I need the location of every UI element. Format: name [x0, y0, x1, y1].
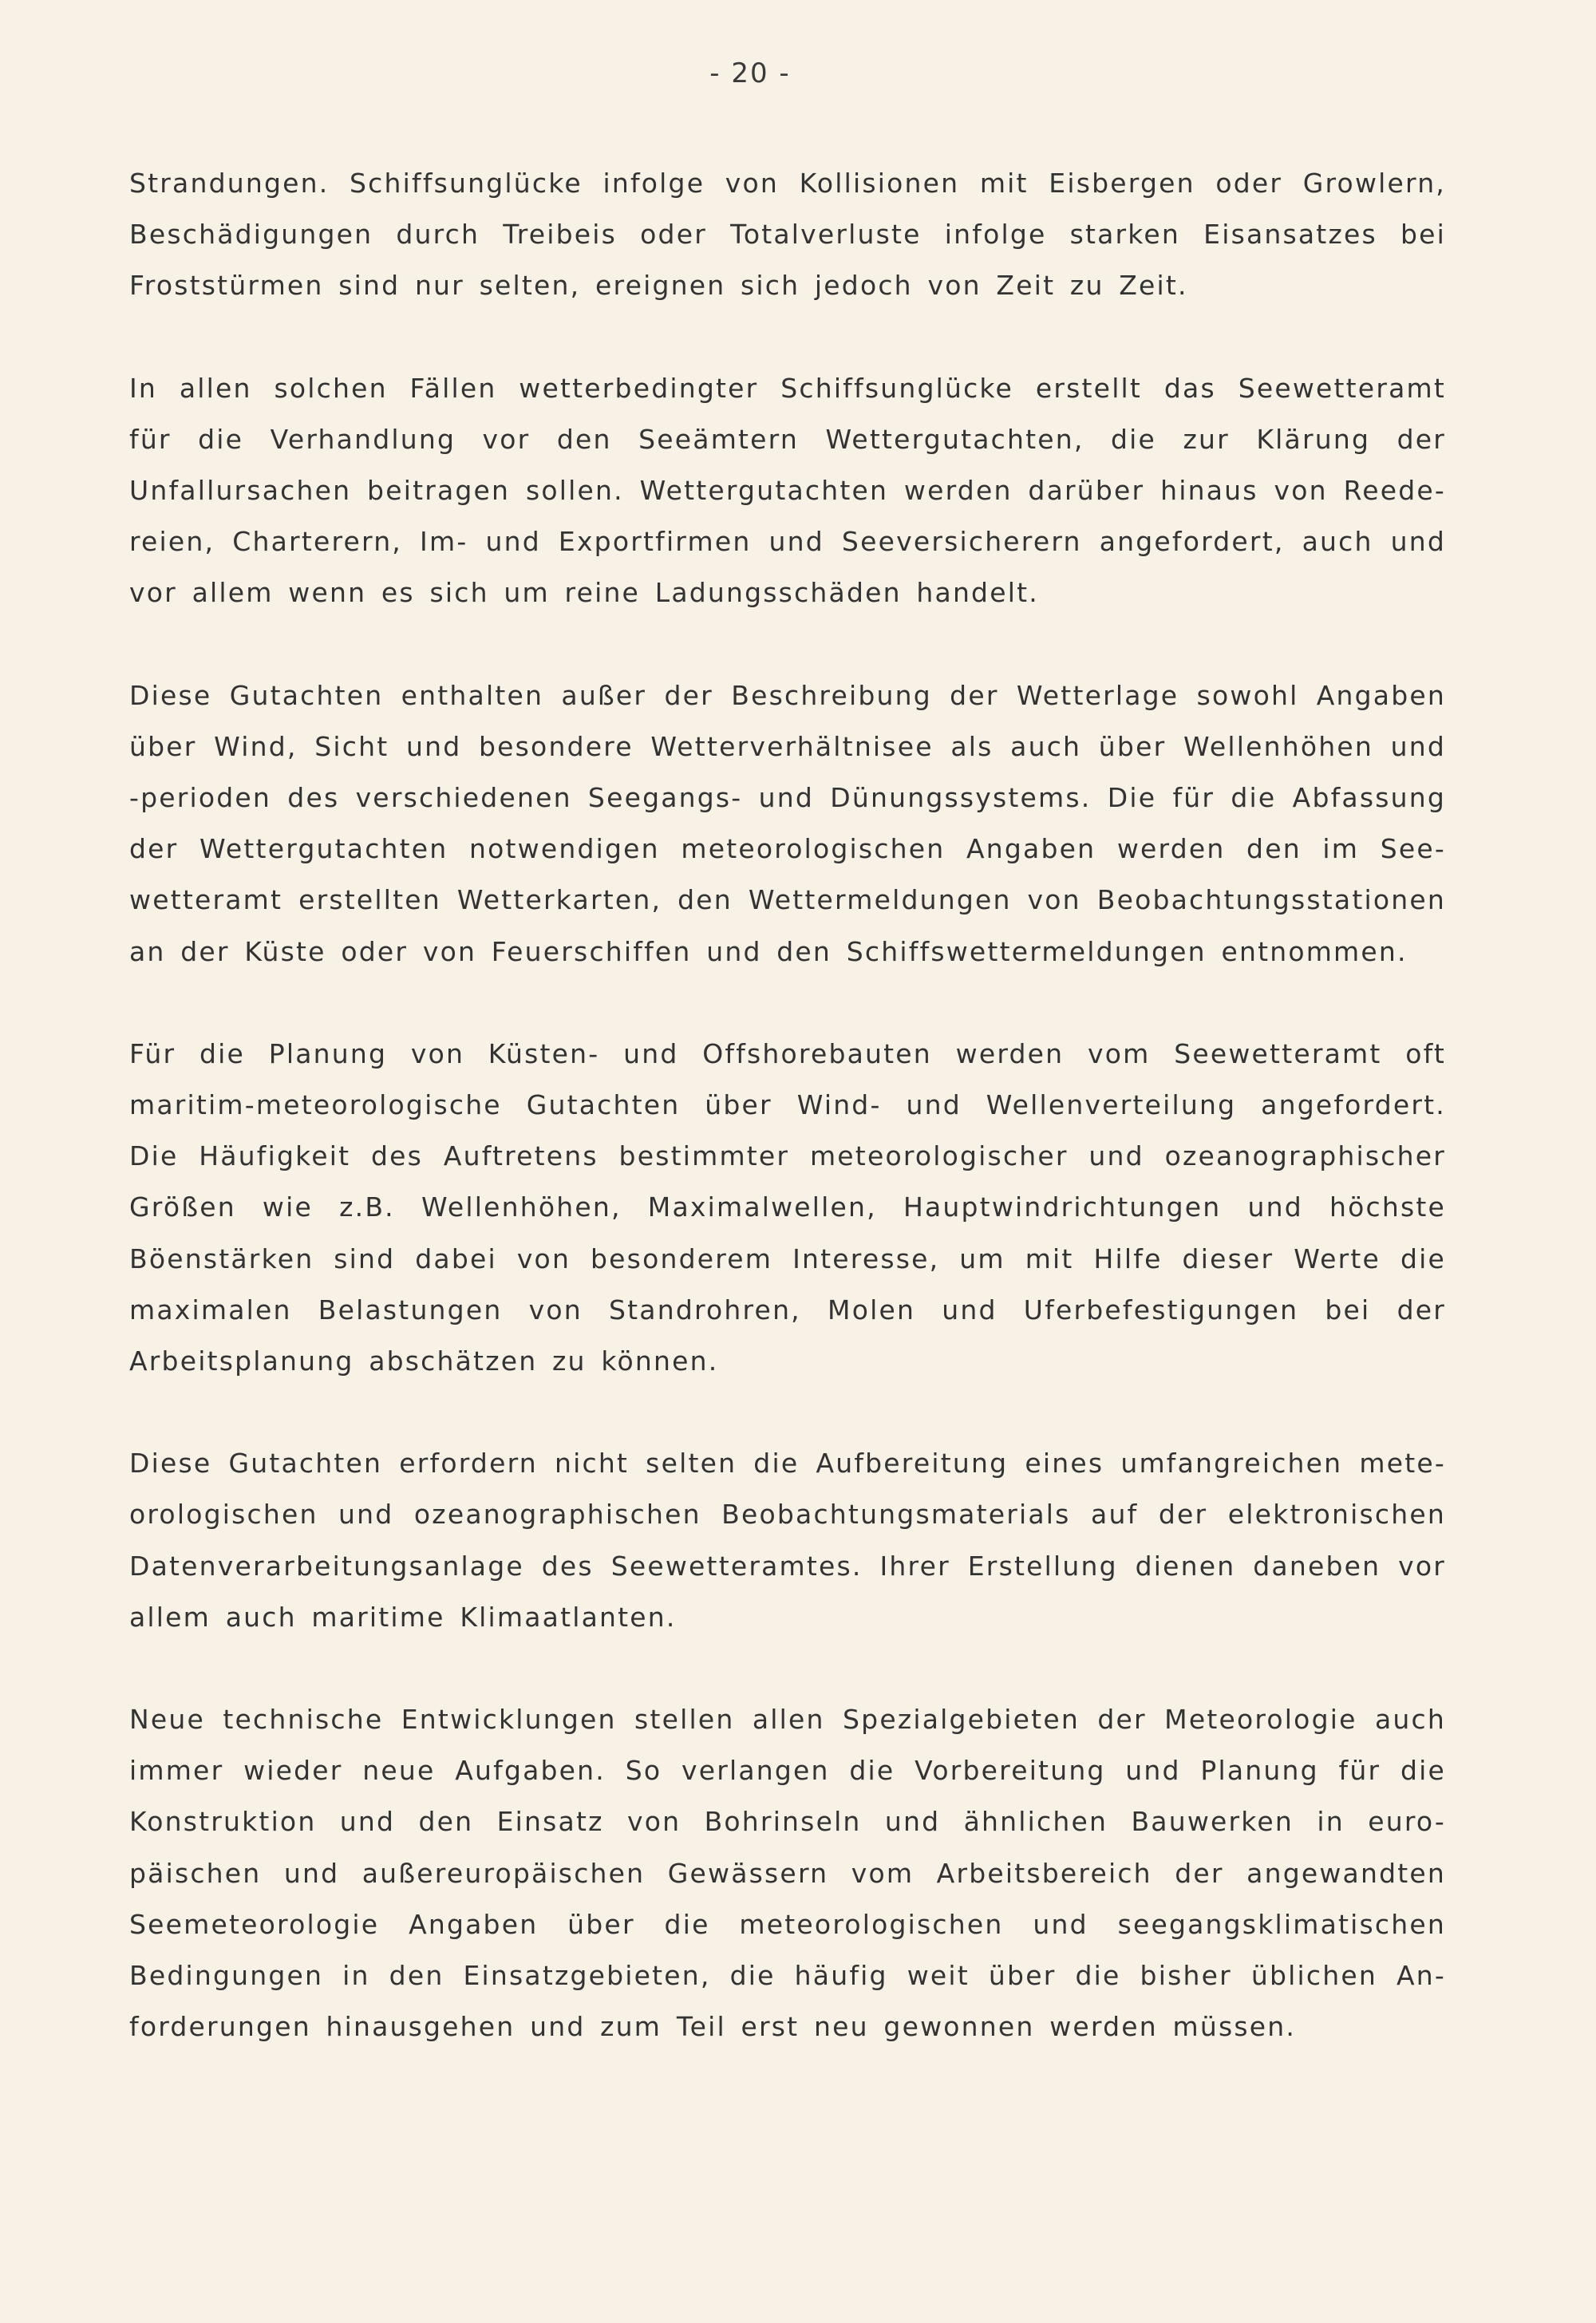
text-line: Strandungen. Schiffsunglücke infolge von Kollisionen mit Eisbergen oder Growlern, — [129, 168, 1446, 199]
text-line: über Wind, Sicht und besondere Wetterverhältnisee als auch über Wellenhöhen und — [129, 730, 1446, 762]
text-line: reien, Charterern, Im- und Exportfirmen und Seeversicherern angefordert, auch und — [129, 526, 1446, 558]
text-line: Diese Gutachten erfordern nicht selten die Aufbereitung eines umfangreichen mete- — [129, 1448, 1446, 1480]
text-line: maximalen Belastungen von Standrohren, Molen und Uferbefestigungen bei der — [129, 1294, 1446, 1325]
text-line: Für die Planung von Küsten- und Offshorebauten werden vom Seewetteramt oft — [129, 1037, 1446, 1069]
text-line: Unfallursachen beitragen sollen. Wettergutachten werden darüber hinaus von Reede- — [129, 475, 1446, 507]
text-line: Diese Gutachten enthalten außer der Beschreibung der Wetterlage sowohl Angaben — [129, 679, 1446, 711]
text-line: Datenverarbeitungsanlage des Seewetteramtes. Ihrer Erstellung dienen daneben vor — [129, 1550, 1446, 1582]
text-line: Arbeitsplanung abschätzen zu können. — [129, 1345, 719, 1377]
text-line: orologischen und ozeanographischen Beobachtungsmaterials auf der elektronischen — [129, 1499, 1446, 1531]
paragraph-4 — [129, 1029, 1446, 1387]
text-line: Konstruktion und den Einsatz von Bohrinseln und ähnlichen Bauwerken in euro- — [129, 1806, 1446, 1838]
text-line: maritim-meteorologische Gutachten über Wind- und Wellenverteilung angefordert. — [129, 1089, 1446, 1121]
text-line: vor allem wenn es sich um reine Ladungsschäden handelt. — [129, 577, 1039, 609]
text-line: Neue technische Entwicklungen stellen allen Spezialgebieten der Meteorologie auch — [129, 1704, 1446, 1736]
text-line: der Wettergutachten notwendigen meteorologischen Angaben werden den im See- — [129, 833, 1446, 865]
page-number: - 20 - — [709, 57, 791, 89]
text-line: wetteramt erstellten Wetterkarten, den Wettermeldungen von Beobachtungsstationen — [129, 884, 1446, 916]
text-line: Größen wie z.B. Wellenhöhen, Maximalwellen, Hauptwindrichtungen und höchste — [129, 1191, 1446, 1223]
text-line: immer wieder neue Aufgaben. So verlangen die Vorbereitung und Planung für die — [129, 1755, 1446, 1787]
text-line: päischen und außereuropäischen Gewässern vom Arbeitsbereich der angewandten — [129, 1857, 1446, 1889]
text-line: Böenstärken sind dabei von besonderem Interesse, um mit Hilfe dieser Werte die — [129, 1242, 1446, 1274]
text-line: Seemeteorologie Angaben über die meteorologischen und seegangsklimatischen — [129, 1908, 1446, 1940]
text-line: für die Verhandlung vor den Seeämtern Wettergutachten, die zur Klärung der — [129, 423, 1446, 455]
text-line: -perioden des verschiedenen Seegangs- und Dünungssystems. Die für die Abfassung — [129, 782, 1446, 814]
text-line: Froststürmen sind nur selten, ereignen sich jedoch von Zeit zu Zeit. — [129, 270, 1188, 302]
text-line: Bedingungen in den Einsatzgebieten, die häufig weit über die bisher üblichen An- — [129, 1960, 1446, 1992]
paragraph-3 — [129, 670, 1446, 978]
text-line: allem auch maritime Klimaatlanten. — [129, 1601, 677, 1633]
text-line: In allen solchen Fällen wetterbedingter Schiffsunglücke erstellt das Seewetteramt — [129, 372, 1446, 404]
text-line: Die Häufigkeit des Auftretens bestimmter meteorologischer und ozeanographischer — [129, 1140, 1446, 1172]
text-line: forderungen hinausgehen und zum Teil erst neu gewonnen werden müssen. — [129, 2011, 1297, 2043]
body-text — [129, 158, 1446, 2104]
paragraph-2 — [129, 363, 1446, 619]
paragraph-5 — [129, 1438, 1446, 1643]
text-line: an der Küste oder von Feuerschiffen und den Schiffswettermeldungen entnommen. — [129, 935, 1408, 967]
paragraph-1 — [129, 158, 1446, 312]
text-line: Beschädigungen durch Treibeis oder Totalverluste infolge starken Eisansatzes bei — [129, 219, 1446, 251]
paragraph-6 — [129, 1694, 1446, 2052]
